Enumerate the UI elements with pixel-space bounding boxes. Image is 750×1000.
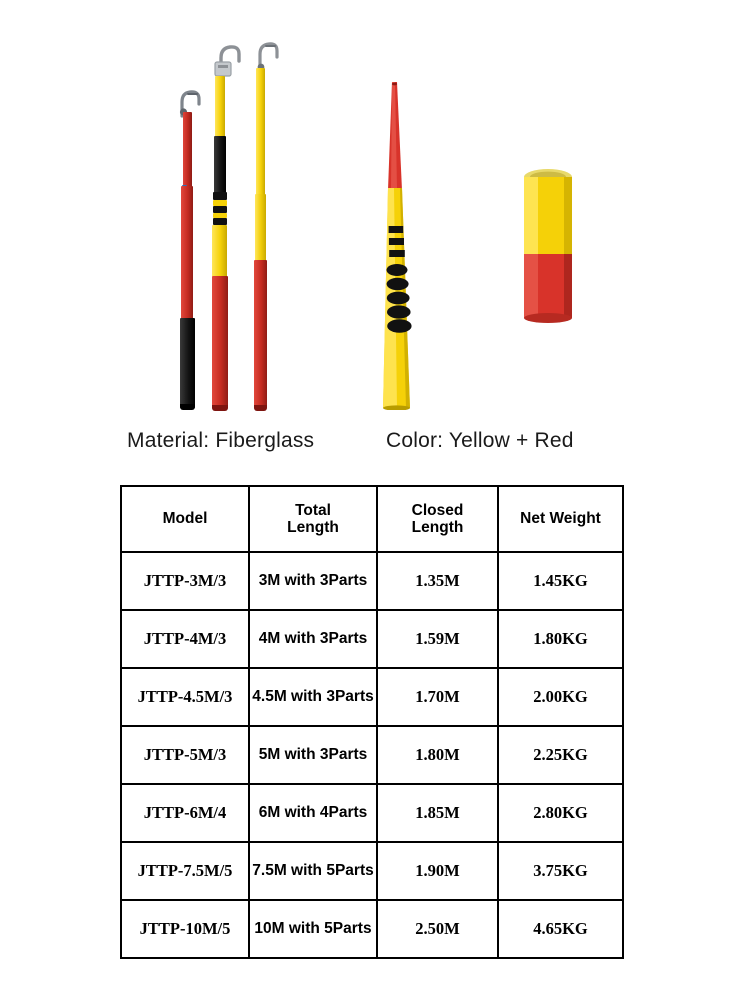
cell-closed-length: 1.80M xyxy=(377,726,498,784)
header-net-weight xyxy=(498,486,623,552)
cell-model: JTTP-4M/3 xyxy=(121,610,249,668)
hook-icon-2 xyxy=(249,40,283,72)
cell-closed-length: 1.90M xyxy=(377,842,498,900)
cell-closed-length: 1.59M xyxy=(377,610,498,668)
material-caption: Material: Fiberglass xyxy=(127,429,315,452)
cell-total-length: 6M with 4Parts xyxy=(249,784,377,842)
pole-body xyxy=(370,188,428,410)
header-total-length xyxy=(249,486,377,552)
cell-net-weight: 1.80KG xyxy=(498,610,623,668)
cell-closed-length: 1.70M xyxy=(377,668,498,726)
header-model xyxy=(121,486,249,552)
table-header-row xyxy=(121,486,623,552)
cell-model: JTTP-5M/3 xyxy=(121,726,249,784)
header-closed-length xyxy=(377,486,498,552)
table-row xyxy=(121,552,623,610)
cell-total-length: 4M with 3Parts xyxy=(249,610,377,668)
cell-model: JTTP-10M/5 xyxy=(121,900,249,958)
header-weight-line1: Net Weight xyxy=(520,510,601,528)
header-total-line1: Total xyxy=(295,501,331,519)
cell-net-weight: 4.65KG xyxy=(498,900,623,958)
table-row xyxy=(121,726,623,784)
cell-total-length: 10M with 5Parts xyxy=(249,900,377,958)
cell-total-length: 5M with 3Parts xyxy=(249,726,377,784)
cell-model: JTTP-7.5M/5 xyxy=(121,842,249,900)
table-row xyxy=(121,610,623,668)
cell-net-weight: 2.00KG xyxy=(498,668,623,726)
cell-model: JTTP-4.5M/3 xyxy=(121,668,249,726)
table-row xyxy=(121,784,623,842)
cell-model: JTTP-6M/4 xyxy=(121,784,249,842)
cell-net-weight: 3.75KG xyxy=(498,842,623,900)
cell-total-length: 4.5M with 3Parts xyxy=(249,668,377,726)
cell-closed-length: 1.35M xyxy=(377,552,498,610)
cell-total-length: 7.5M with 5Parts xyxy=(249,842,377,900)
cell-net-weight: 1.45KG xyxy=(498,552,623,610)
cell-total-length: 3M with 3Parts xyxy=(249,552,377,610)
table-row xyxy=(121,900,623,958)
color-caption: Color: Yellow + Red xyxy=(386,429,574,452)
cell-model: JTTP-3M/3 xyxy=(121,552,249,610)
header-closed-line2: Length xyxy=(411,519,464,536)
spec-table xyxy=(120,485,624,959)
spec-table-container xyxy=(120,485,601,959)
cell-net-weight: 2.25KG xyxy=(498,726,623,784)
spec-table-head xyxy=(121,486,623,552)
product-image xyxy=(0,0,750,420)
spec-table-body xyxy=(121,552,623,958)
cell-net-weight: 2.80KG xyxy=(498,784,623,842)
table-row xyxy=(121,668,623,726)
tube-closeup-graphic xyxy=(516,168,580,328)
caption-row xyxy=(0,424,750,468)
header-closed-line1: Closed xyxy=(411,501,464,519)
pole-tip xyxy=(375,82,415,192)
cell-closed-length: 1.85M xyxy=(377,784,498,842)
hook-clamp-icon xyxy=(209,42,247,78)
header-model-line1: Model xyxy=(162,510,208,528)
table-row xyxy=(121,842,623,900)
header-total-line2: Length xyxy=(287,519,339,536)
cell-closed-length: 2.50M xyxy=(377,900,498,958)
